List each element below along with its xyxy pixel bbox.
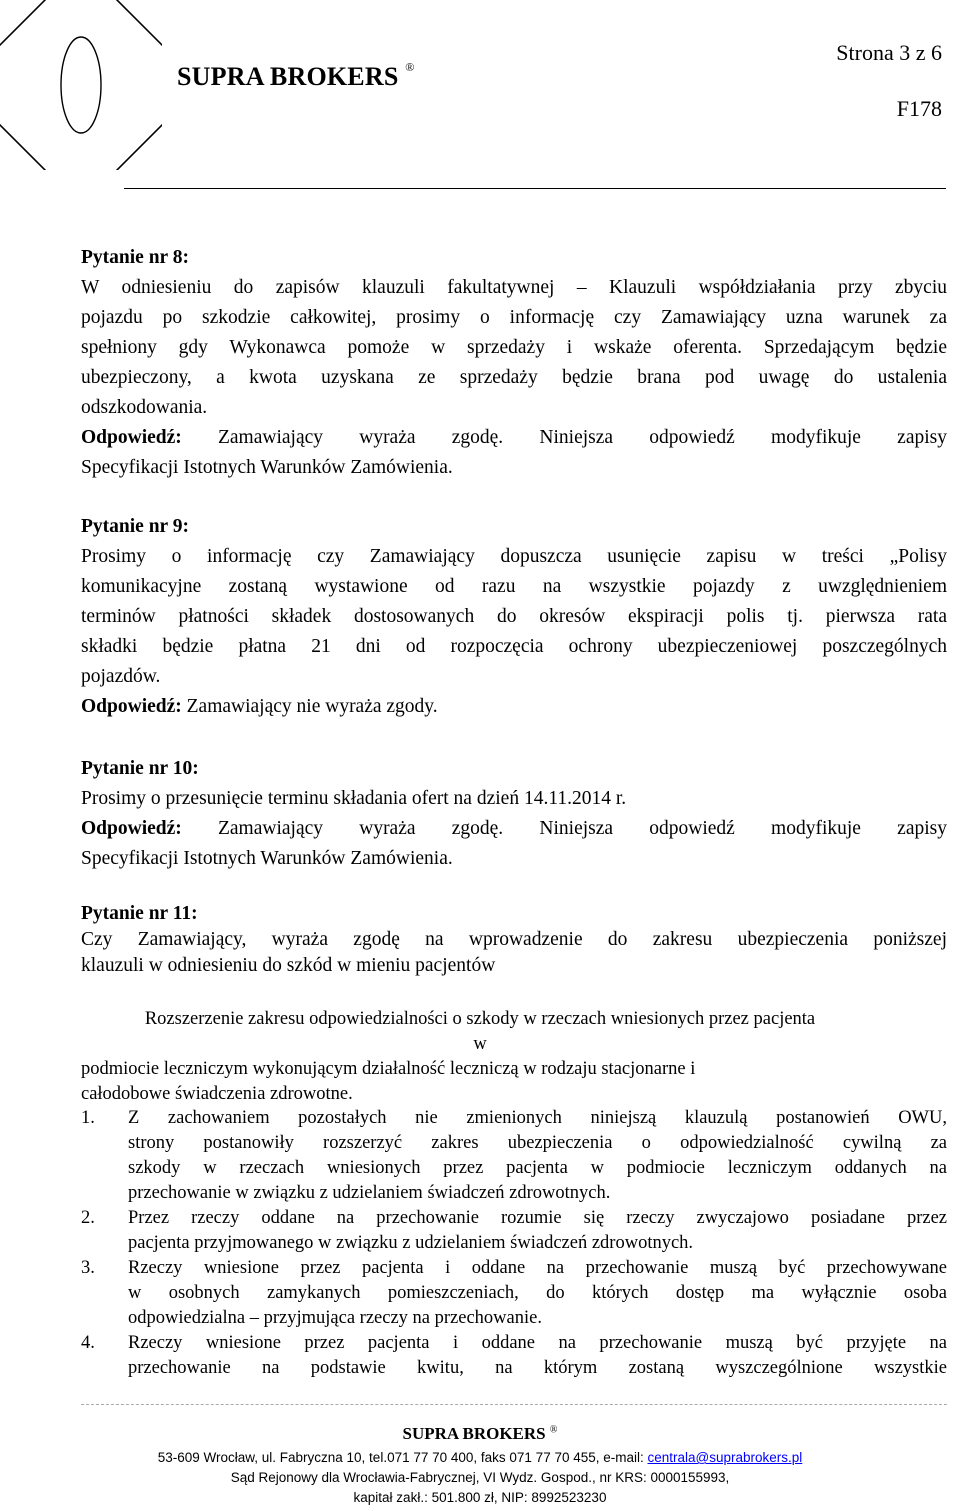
question-9-line: Prosimy o informację czy Zamawiający dopuszcza usunięcie zapisu w treści „Polisy [81,546,947,567]
question-8-title: Pytanie nr 8: [81,247,189,268]
clause-item-line: Z zachowaniem pozostałych nie zmienionych niniejszą klauzulą postanowień OWU, [128,1108,947,1128]
clause-item-number: 4. [81,1333,95,1353]
clause-item-line: Przez rzeczy oddane na przechowanie rozumie się rzeczy zwyczajowo posiadane przez [128,1208,947,1228]
question-8-line: W odniesieniu do zapisów klauzuli fakultatywnej – Klauzuli współdziałania przy zbyciu [81,277,947,298]
question-11-line: Czy Zamawiający, wyraża zgodę na wprowadzenie do zakresu ubezpieczenia poniższej [81,929,947,950]
question-8-line: pojazdu po szkodzie całkowitej, prosimy o informację czy Zamawiający uzna warunek za [81,307,947,328]
footer-email-link[interactable]: centrala@suprabrokers.pl [647,1450,803,1465]
company-logo [0,0,162,170]
clause-item [81,1331,947,1381]
footer-address: 53-609 Wrocław, ul. Fabryczna 10, tel.071 77 70 400, faks 071 77 70 455, e-mail: [157,1450,648,1465]
document-code: F178 [896,96,942,121]
page-number: Strona 3 z 6 [836,40,942,65]
clause-intro-line: całodobowe świadczenia zdrowotne. [81,1084,353,1104]
question-10-text: Prosimy o przesunięcie terminu składania ofert na dzień 14.11.2014 r. [81,788,627,809]
answer-9-line [81,692,947,722]
clause-list [81,1106,947,1381]
question-8 [81,243,947,483]
answer-10-line [81,814,947,844]
question-10 [81,754,947,874]
answer-8-line: Specyfikacji Istotnych Warunków Zamówienia. [81,457,453,478]
header-divider [124,188,946,189]
question-9-line: terminów płatności składek dostosowanych do okresów ekspiracji polis tj. pierwsza rata [81,606,947,627]
clause-intro [81,1057,947,1107]
answer-8-text: Zamawiający wyraża zgodę. Niniejsza odpowiedź modyfikuje zapisy [181,427,947,448]
question-9-line: komunikacyjne zostaną wystawione od razu na wszystkie pojazdy z uwzględnieniem [81,576,947,597]
question-11-line: klauzuli w odniesieniu do szkód w mieniu pacjentów [81,955,496,976]
clause-item-line: przechowanie na podstawie kwitu, na którym zostaną wyszczególnione wszystkie [128,1358,947,1378]
clause-item-line: szkody w rzeczach wniesionych przez pacjenta w podmiocie leczniczym oddanych na [128,1158,947,1178]
answer-10-text: Zamawiający wyraża zgodę. Niniejsza odpowiedź modyfikuje zapisy [181,818,947,839]
footer-contact [0,1450,960,1465]
question-11 [81,901,947,979]
answer-10-label: Odpowiedź: [81,818,182,839]
clause-item-number: 3. [81,1258,95,1278]
clause-item [81,1106,947,1206]
question-11-title: Pytanie nr 11: [81,903,198,924]
question-9 [81,512,947,722]
clause-item-line: Rzeczy wniesione przez pacjenta i oddane na przechowanie muszą być przechowywane [128,1258,947,1278]
clause-item-number: 2. [81,1208,95,1228]
clause-item [81,1206,947,1256]
question-8-line: ubezpieczony, a kwota uzyskana ze sprzedaży będzie brana pod uwagę do ustalenia [81,367,947,388]
answer-8-label: Odpowiedź: [81,427,182,448]
footer-brand: SUPRA BROKERS ® [402,1424,558,1443]
clause-item-line: Rzeczy wniesione przez pacjenta i oddane na przechowanie muszą być przyjęte na [128,1333,947,1353]
clause-item-line: odpowiedzialna – przyjmująca rzeczy na przechowanie. [128,1308,542,1328]
clause-title-continued: w [473,1034,487,1054]
footer-registered-mark: ® [549,1424,558,1436]
question-9-line: pojazdów. [81,666,161,687]
clause-item-line: w osobnych zamykanych pomieszczeniach, do których dostęp ma wyłącznie osoba [128,1283,947,1303]
question-8-line: spełniony gdy Wykonawca pomoże w sprzedaży i wskaże oferenta. Sprzedającym będzie [81,337,947,358]
answer-9-label: Odpowiedź: [81,696,182,717]
question-8-line: odszkodowania. [81,397,208,418]
footer-registry: Sąd Rejonowy dla Wrocławia-Fabrycznej, VI Wydz. Gospod., nr KRS: 0000155993, [230,1470,730,1485]
clause-title: Rozszerzenie zakresu odpowiedzialności o szkody w rzeczach wniesionych przez pacjenta [144,1009,816,1029]
registered-mark: ® [405,60,415,75]
question-9-title: Pytanie nr 9: [81,516,189,537]
answer-8-line [81,423,947,453]
question-9-line: składki będzie płatna 21 dni od rozpoczęcia ochrony ubezpieczeniowej poszczególnych [81,636,947,657]
brand-name: SUPRA BROKERS ® [177,60,415,91]
clause-item-line: strony postanowiły rozszerzyć zakres ubezpieczenia o odpowiedzialność cywilną za [128,1133,947,1153]
answer-9-text: Zamawiający nie wyraża zgody. [181,696,438,717]
clause-item [81,1256,947,1331]
footer-capital: kapitał zakł.: 501.800 zł, NIP: 8992523230 [353,1490,607,1505]
clause-intro-line: podmiocie leczniczym wykonującym działalność leczniczą w rodzaju stacjonarne i [81,1059,696,1079]
clause-item-number: 1. [81,1108,95,1128]
clause-item-line: pacjenta przyjmowanego w związku z udzielaniem świadczeń zdrowotnych. [128,1233,694,1253]
footer-divider [81,1404,947,1405]
answer-10-line: Specyfikacji Istotnych Warunków Zamówienia. [81,848,453,869]
clause-item-line: przechowanie w związku z udzielaniem świadczeń zdrowotnych. [128,1183,611,1203]
question-10-title: Pytanie nr 10: [81,758,199,779]
